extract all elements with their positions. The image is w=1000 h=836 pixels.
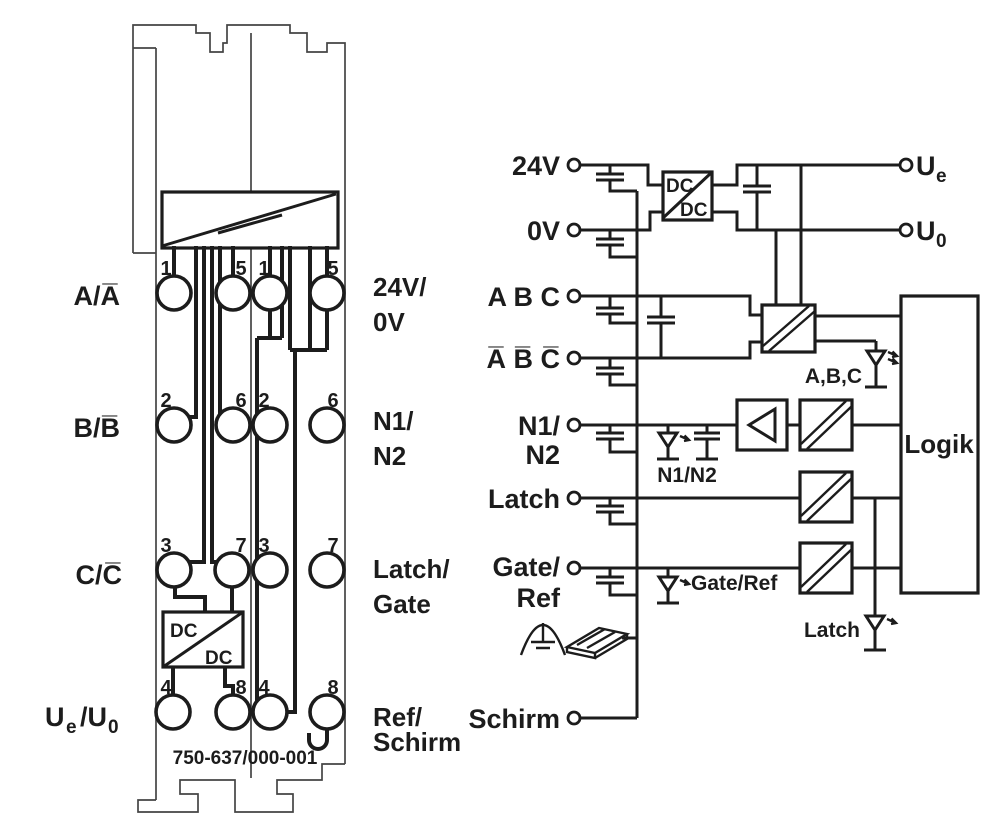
module-row-labels-right: [373, 272, 461, 757]
terminal-number: 1: [258, 258, 270, 280]
terminal-number: 6: [327, 390, 339, 412]
terminal-2-left: [157, 408, 191, 442]
pin-gate-ref: [568, 562, 580, 574]
output-u0: U: [916, 216, 936, 246]
functional-earth-icon: [521, 623, 565, 655]
terminal-7-right: [310, 553, 344, 587]
terminal-6-right: [310, 408, 344, 442]
svg-text:0: 0: [936, 231, 947, 252]
module-dcdc-bottom-label: DC: [205, 648, 233, 669]
input-n1: N1/: [517, 411, 560, 441]
svg-text:e: e: [66, 717, 77, 738]
pin-latch: [568, 492, 580, 504]
module-terminals: [156, 276, 344, 749]
amplifier-n1n2: [737, 400, 787, 450]
label-n1: N1/: [373, 406, 414, 436]
terminal-5-right: [310, 276, 344, 310]
label-n2: N2: [373, 441, 407, 471]
terminal-7-left: [215, 553, 249, 587]
pin-0v: [568, 224, 580, 236]
input-24v: 24V: [511, 151, 560, 181]
dcdc-bottom-label: DC: [680, 200, 708, 221]
input-ref: Ref: [516, 583, 560, 613]
terminal-number: 7: [327, 535, 339, 557]
input-0v: 0V: [526, 216, 560, 246]
light-arrows-icon: [888, 352, 897, 365]
pin-n1n2: [568, 419, 580, 431]
label-gate: Gate: [373, 589, 431, 619]
led-label-latch: Latch: [803, 619, 860, 642]
terminal-number: 2: [258, 390, 270, 412]
terminal-8-right: [310, 695, 344, 729]
logic-block: [901, 296, 978, 593]
label-b: B/B̅: [73, 413, 120, 443]
terminal-4-right: [253, 695, 287, 729]
label-a: A/A̅: [73, 281, 120, 311]
label-ref: Ref/: [373, 702, 423, 732]
terminal-number: 2: [160, 390, 172, 412]
terminal-number: 3: [160, 535, 172, 557]
terminal-number: 8: [235, 677, 247, 699]
circuit-schematic: [468, 151, 978, 734]
module-dcdc-converter: [163, 612, 243, 669]
schematic-output-labels: [916, 151, 947, 252]
din-rail-icon: [567, 628, 627, 658]
input-schirm: Schirm: [468, 704, 560, 734]
terminal-1-right: [253, 276, 287, 310]
optocoupler-n1n2: [800, 400, 852, 450]
input-n2: N2: [525, 440, 560, 470]
terminal-6-left: [216, 408, 250, 442]
terminal-number: 8: [327, 677, 339, 699]
output-ue: U: [916, 151, 936, 181]
terminal-1-left: [157, 276, 191, 310]
shield-hook-icon: [309, 729, 327, 749]
optocoupler-gate: [800, 543, 852, 593]
led-latch: [864, 498, 896, 650]
pin-u0: [900, 224, 912, 236]
pin-abc-inverted: [568, 352, 580, 364]
pin-ue: [900, 159, 912, 171]
terminal-number: 5: [235, 258, 247, 280]
part-number: 750-637/000-001: [172, 748, 318, 769]
module-dcdc-top-label: DC: [170, 621, 198, 642]
pin-24v: [568, 159, 580, 171]
svg-text:0: 0: [108, 717, 119, 738]
led-abc: [865, 341, 897, 387]
label-24v: 24V/: [373, 272, 427, 302]
terminal-number: 5: [327, 258, 339, 280]
module-connection-view: [45, 25, 461, 812]
logic-label: Logik: [904, 429, 974, 459]
led-label-gate-ref: Gate/Ref: [691, 572, 778, 595]
svg-text:e: e: [936, 166, 947, 187]
optocoupler-latch: [800, 472, 852, 522]
schematic-input-labels: [468, 151, 561, 734]
terminal-number: 4: [160, 677, 172, 699]
terminal-number: 7: [235, 535, 247, 557]
light-arrows-icon: [680, 580, 689, 586]
terminal-3-left: [157, 553, 191, 587]
label-c: C/C̅: [75, 560, 122, 590]
terminal-8-left: [216, 695, 250, 729]
dcdc-top-label: DC: [666, 176, 694, 197]
input-abc: A B C: [487, 282, 560, 312]
input-gate: Gate/: [492, 552, 560, 582]
terminal-3-right: [253, 553, 287, 587]
label-schirm: Schirm: [373, 727, 462, 757]
input-abc-inverted: A̅ B̅ C̅: [486, 344, 560, 374]
terminal-4-left: [156, 695, 190, 729]
schematic-dcdc-converter: [663, 172, 712, 221]
module-row-labels-left: [45, 281, 122, 738]
terminal-5-left: [216, 276, 250, 310]
light-arrows-icon: [887, 619, 896, 625]
terminal-number: 1: [160, 258, 172, 280]
svg-text:U: U: [45, 702, 65, 732]
label-ue-u0: [45, 702, 119, 738]
input-latch: Latch: [487, 484, 560, 514]
terminal-2-right: [253, 408, 287, 442]
terminal-number: 3: [258, 535, 270, 557]
label-latch: Latch/: [373, 554, 450, 584]
svg-text:/U: /U: [80, 702, 107, 732]
led-label-n1n2: N1/N2: [657, 464, 717, 487]
pin-abc: [568, 290, 580, 302]
module-isolation-box: [162, 192, 338, 248]
led-label-abc: A,B,C: [804, 365, 862, 388]
terminal-number: 6: [235, 390, 247, 412]
label-0v: 0V: [373, 307, 405, 337]
pin-schirm: [568, 712, 580, 724]
light-arrows-icon: [680, 436, 689, 442]
terminal-number: 4: [258, 677, 270, 699]
led-gate-ref: [657, 568, 689, 603]
optocoupler-abc: [762, 305, 815, 352]
led-n1n2: [657, 425, 689, 459]
